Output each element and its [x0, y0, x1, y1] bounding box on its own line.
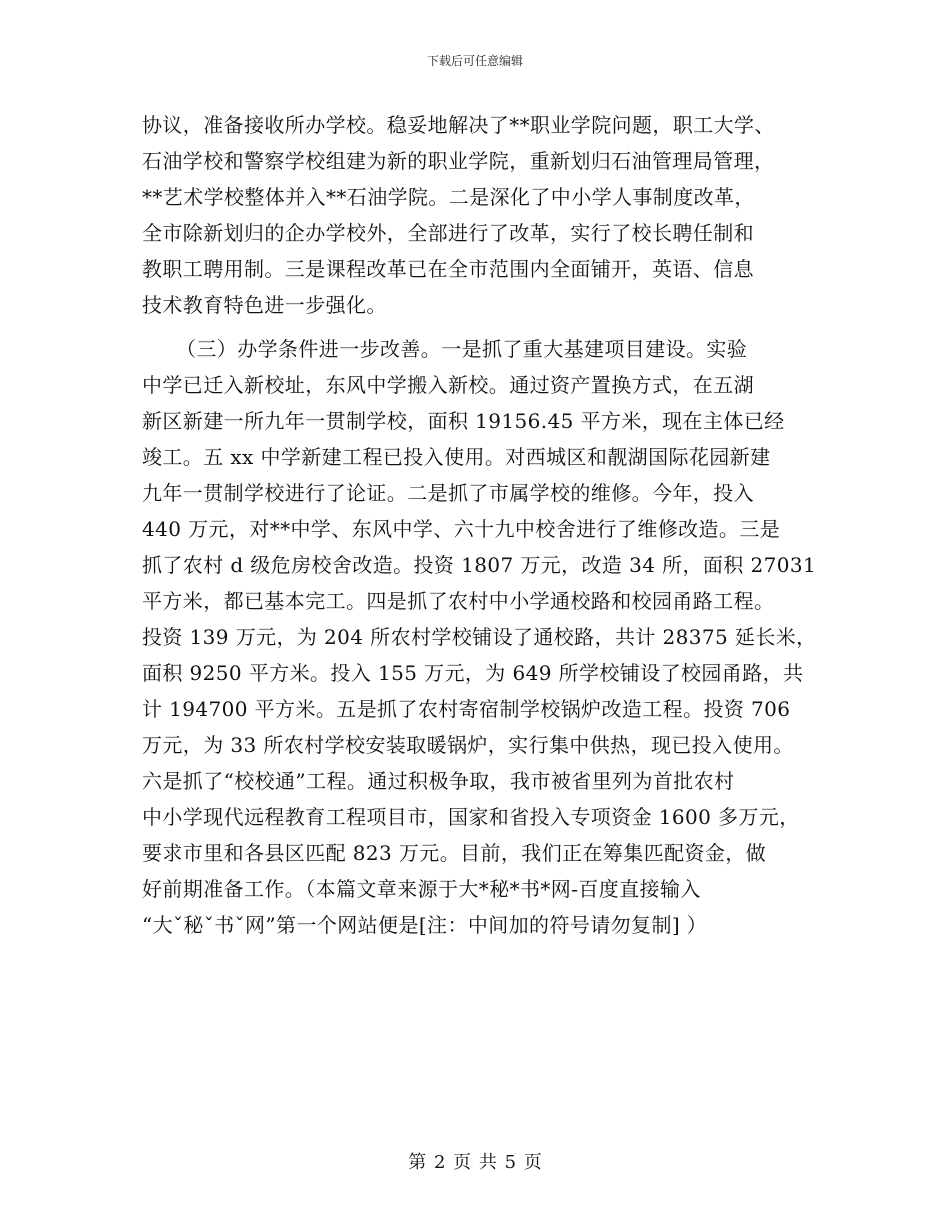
text-line: （三）办学条件进一步改善。一是抓了重大基建项目建设。实验: [176, 337, 748, 361]
text-line: 技术教育特色进一步强化。: [142, 293, 387, 317]
text-line: 抓了农村 d 级危房校舍改造。投资 1807 万元，改造 34 所，面积 27031: [142, 553, 817, 577]
text-line: 好前期准备工作。（本篇文章来源于大*秘*书*网-百度直接输入: [142, 877, 701, 901]
text-line: 万元，为 33 所农村学校安装取暖锅炉，实行集中供热，现已投入使用。: [142, 733, 794, 757]
text-line: 中小学现代远程教育工程项目市，国家和省投入专项资金 1600 多万元，: [142, 805, 800, 829]
text-line: “大ˇ秘ˇ书ˇ网”第一个网站便是[注：中间加的符号请勿复制] ）: [142, 913, 708, 937]
text-line: 要求市里和各县区匹配 823 万元。目前，我们正在筹集匹配资金，做: [142, 841, 767, 865]
text-line: 石油学校和警察学校组建为新的职业学院，重新划归石油管理局管理，: [142, 149, 775, 173]
text-line: 投资 139 万元，为 204 所农村学校铺设了通校路，共计 28375 延长米，: [142, 625, 817, 649]
text-line: 440 万元，对**中学、东风中学、六十九中校舍进行了维修改造。三是: [142, 517, 781, 541]
text-line: 教职工聘用制。三是课程改革已在全市范围内全面铺开，英语、信息: [142, 257, 754, 281]
text-line: 平方米，都已基本完工。四是抓了农村中小学通校路和校园甬路工程。: [142, 589, 775, 613]
text-line: 协议，准备接收所办学校。稳妥地解决了**职业学院问题，职工大学、: [142, 113, 775, 137]
text-line: 九年一贯制学校进行了论证。二是抓了市属学校的维修。今年，投入: [142, 481, 754, 505]
text-line: 全市除新划归的企办学校外，全部进行了改革，实行了校长聘任制和: [142, 221, 754, 245]
page-header: 下载后可任意编辑: [426, 54, 523, 68]
text-line: 中学已迁入新校址，东风中学搬入新校。通过资产置换方式，在五湖: [142, 373, 754, 397]
text-line: **艺术学校整体并入**石油学院。二是深化了中小学人事制度改革，: [142, 185, 755, 209]
page-number: 第 2 页 共 5 页: [408, 1152, 542, 1173]
text-line: 计 194700 平方米。五是抓了农村寄宿制学校锅炉改造工程。投资 706: [142, 697, 791, 721]
text-line: 竣工。五 xx 中学新建工程已投入使用。对西城区和靓湖国际花园新建: [142, 445, 771, 469]
text-line: 面积 9250 平方米。投入 155 万元，为 649 所学校铺设了校园甬路，共: [142, 661, 804, 685]
text-line: 新区新建一所九年一贯制学校，面积 19156.45 平方米，现在主体已经: [142, 409, 785, 433]
text-line: 六是抓了“校校通”工程。通过积极争取，我市被省里列为首批农村: [142, 769, 735, 793]
